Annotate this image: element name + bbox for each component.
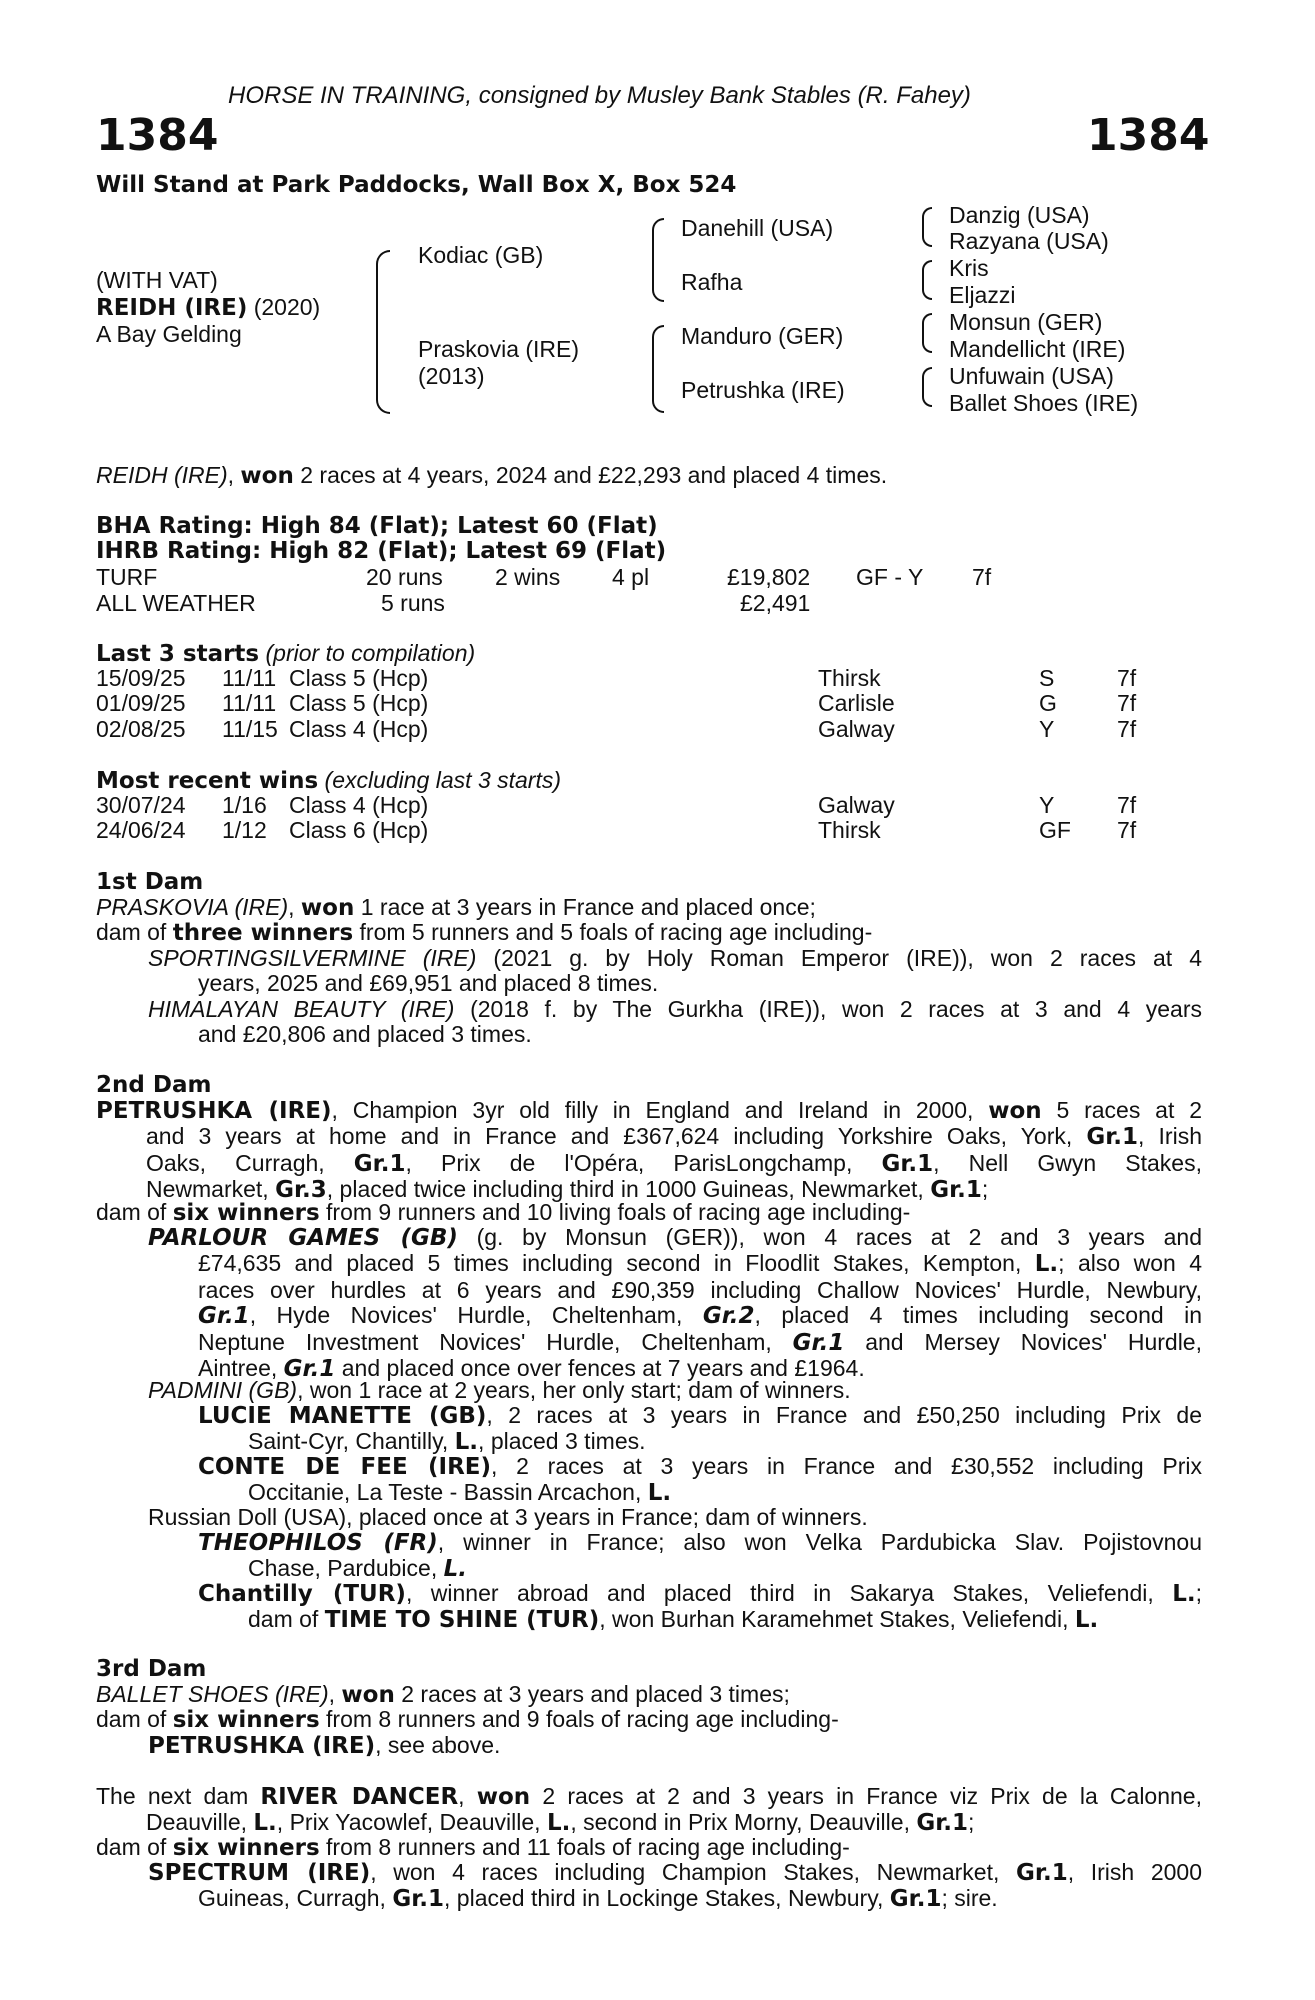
- petrushka-t8: Newmarket,: [146, 1176, 276, 1203]
- conte-t2: Occitanie, La Teste - Bassin Arcachon,: [248, 1479, 648, 1506]
- recent-courses: [818, 793, 895, 844]
- petrushka-t7: , Nell Gwyn Stakes,: [933, 1149, 1202, 1176]
- turf-going: GF - Y: [856, 564, 924, 590]
- parlour-l1: L.: [1034, 1251, 1059, 1278]
- chantilly-l: L.: [1172, 1581, 1196, 1607]
- last3-row3-pos: 11/15: [222, 715, 278, 742]
- gg-4: Eljazzi: [949, 282, 1016, 308]
- dam1-text: 1 race at 3 years in France and placed once;: [354, 894, 816, 920]
- last3-note: (prior to compilation): [265, 640, 476, 666]
- conte-de-fee: [198, 1454, 1202, 1507]
- lucie-l: L.: [454, 1429, 479, 1456]
- nextdam-winners: six winners: [172, 1835, 320, 1861]
- dam3-sep: ,: [328, 1681, 342, 1707]
- dam1-won: won: [300, 895, 355, 921]
- gg-1: Danzig (USA): [949, 202, 1090, 228]
- ihrb-rating: IHRB Rating: High 82 (Flat); Latest 69 (Flat): [96, 538, 667, 564]
- last3-row2-dist: 7f: [1117, 690, 1137, 717]
- theophilos: [198, 1530, 1202, 1583]
- race-summary: REIDH (IRE), won 2 races at 4 years, 2024 and £22,293 and placed 4 times.: [96, 462, 888, 489]
- nextdam-t3: Deauville,: [146, 1809, 254, 1836]
- petrushka-t3: and 3 years at home and in France and £367,624 including Yorkshire Oaks, York,: [146, 1123, 1087, 1150]
- turf-dist: 7f: [972, 564, 992, 590]
- dam2-main: [96, 1098, 1202, 1204]
- last3-going: [1039, 666, 1057, 742]
- spectrum-t4: , placed third in Lockinge Stakes, Newbury,: [444, 1885, 890, 1912]
- dam-sire: Manduro (GER): [681, 323, 844, 349]
- dam-year: (2013): [418, 363, 485, 389]
- gg-3: Kris: [949, 255, 989, 281]
- aw-prize: £2,491: [740, 590, 811, 616]
- dam2-winners: six winners: [172, 1200, 320, 1226]
- recent-positions: [222, 793, 267, 844]
- lot-number-left: 1384: [96, 110, 219, 161]
- nextdam-t6: ;: [968, 1809, 975, 1836]
- aw-label: ALL WEATHER: [96, 590, 256, 616]
- dam1-progeny-2: [148, 997, 1202, 1048]
- petrushka-gr1a: Gr.1: [1086, 1124, 1139, 1151]
- dam1-heading: 1st Dam: [96, 869, 204, 895]
- lot-number-right: 1384: [1087, 110, 1210, 161]
- petrushka-t1: , Champion 3yr old filly in England and Ireland in 2000,: [331, 1097, 989, 1123]
- progeny1-text: (2021 g. by Holy Roman Emperor (IRE)), won 2 races at 4: [476, 945, 1202, 971]
- dam1-sep: ,: [288, 894, 301, 920]
- chantilly-name: Chantilly (TUR): [198, 1581, 406, 1607]
- recent-row2-class: Class 6 (Hcp): [289, 817, 429, 844]
- dam3-t2: from 8 runners and 9 foals of racing age including-: [319, 1706, 839, 1732]
- horse-name-line: [96, 295, 320, 321]
- lucie-t3: , placed 3 times.: [478, 1428, 646, 1455]
- recent-row1-date: 30/07/24: [96, 792, 186, 818]
- dam3-line2: [96, 1707, 839, 1733]
- recent-row1-dist: 7f: [1117, 792, 1137, 818]
- spectrum-t5: ; sire.: [941, 1885, 998, 1912]
- last3-row1-class: Class 5 (Hcp): [289, 665, 429, 691]
- last3-row2-course: Carlisle: [818, 690, 895, 717]
- recent-row2-date: 24/06/24: [96, 817, 186, 844]
- petrushka-t6: , Prix de l'Opéra, ParisLongchamp,: [405, 1149, 882, 1176]
- last3-row3-class: Class 4 (Hcp): [289, 715, 429, 742]
- last3-row3-course: Galway: [818, 715, 895, 742]
- parlour-t5: , Hyde Novices' Hurdle, Cheltenham,: [249, 1302, 703, 1329]
- river-dancer-name: RIVER DANCER: [260, 1784, 459, 1810]
- theophilos-t1: , winner in France; also won Velka Pardubicka Slav. Pojistovnou: [437, 1529, 1202, 1555]
- lucie-t1: , 2 races at 3 years in France and £50,250 including Prix de: [486, 1402, 1202, 1428]
- spectrum-name: SPECTRUM (IRE): [148, 1860, 371, 1886]
- petrushka-t5: Oaks, Curragh,: [146, 1149, 354, 1176]
- recent-row2-course: Thirsk: [818, 817, 881, 844]
- chantilly-t4: , won Burhan Karamehmet Stakes, Veliefendi,: [599, 1606, 1075, 1633]
- dam2-damof-t1: dam of: [96, 1199, 173, 1225]
- aw-runs: 5 runs: [381, 590, 445, 616]
- last3-row3-dist: 7f: [1117, 715, 1137, 742]
- chantilly-l2: L.: [1074, 1607, 1099, 1634]
- dam: Praskovia (IRE): [418, 336, 580, 362]
- vat-note: (WITH VAT): [96, 267, 218, 293]
- petrushka-gr1b: Gr.1: [353, 1150, 406, 1177]
- summary-won: won: [240, 463, 294, 489]
- spectrum-t1: , won 4 races including Champion Stakes, Newmarket,: [370, 1859, 1017, 1885]
- padmini: [148, 1378, 851, 1403]
- recent-going: [1039, 793, 1071, 844]
- recent-note: (excluding last 3 starts): [324, 767, 562, 793]
- summary-rest: 2 races at 4 years, 2024 and £22,293 and placed 4 times.: [300, 462, 888, 488]
- parlour-t10: and placed once over fences at 7 years and £1964.: [335, 1355, 865, 1382]
- spectrum: [148, 1860, 1202, 1913]
- theophilos-name: THEOPHILOS (FR): [198, 1530, 438, 1556]
- gg-2: Razyana (USA): [949, 228, 1109, 254]
- petrushka-won: won: [988, 1098, 1042, 1124]
- petrushka-t9: , placed twice including third in 1000 Guineas, Newmarket,: [326, 1176, 931, 1203]
- recent-title: Most recent wins: [96, 768, 319, 794]
- dam3-damof: dam of: [96, 1706, 173, 1732]
- last3-row3-going: Y: [1039, 715, 1055, 742]
- brace-g1: [922, 207, 932, 247]
- horse-name: REIDH (IRE): [96, 295, 248, 321]
- chantilly-t1: , winner abroad and placed third in Sakarya Stakes, Veliefendi,: [405, 1580, 1173, 1606]
- petrushka-t10: ;: [981, 1176, 989, 1203]
- padmini-name: PADMINI (GB): [148, 1377, 298, 1403]
- conte-l: L.: [647, 1480, 672, 1507]
- parlour-games: [148, 1225, 1202, 1382]
- brace-g3: [922, 313, 932, 353]
- gg-8: Ballet Shoes (IRE): [949, 390, 1139, 416]
- parlour-gr2: Gr.2: [702, 1303, 755, 1330]
- brace-g2: [922, 260, 932, 300]
- last3-row2-class: Class 5 (Hcp): [289, 690, 429, 717]
- recent-dist: [1117, 793, 1136, 844]
- parlour-t4: races over hurdles at 6 years and £90,359 including Challow Novices' Hurdle, Newbury,: [198, 1276, 1202, 1303]
- last3-row2-pos: 11/11: [222, 690, 277, 717]
- nextdam-won: won: [476, 1784, 531, 1810]
- petrushka-t4: , Irish: [1138, 1123, 1202, 1150]
- dam-dam: Petrushka (IRE): [681, 377, 845, 403]
- sire: Kodiac (GB): [418, 242, 544, 268]
- brace-dam: [652, 325, 664, 413]
- recent-row1-pos: 1/16: [222, 792, 267, 818]
- last3-row2-date: 01/09/25: [96, 690, 186, 717]
- last3-positions: [222, 666, 278, 742]
- last3-dates: [96, 666, 186, 742]
- turf-wins: 2 wins: [495, 564, 561, 590]
- nextdam-t5: , second in Prix Morny, Deauville,: [570, 1809, 917, 1836]
- spectrum-gr1b: Gr.1: [392, 1886, 445, 1913]
- dam1-line2: [96, 920, 872, 946]
- parlour-t1: (g. by Monsun (GER)), won 4 races at 2 and 3 years and: [457, 1224, 1202, 1250]
- dam1-runners: from 5 runners and 5 foals of racing age including-: [353, 919, 873, 945]
- recent-heading: [96, 768, 561, 794]
- gg-7: Unfuwain (USA): [949, 363, 1114, 389]
- dam2-damof-t2: from 9 runners and 10 living foals of racing age including-: [319, 1199, 911, 1225]
- next-dam: [96, 1784, 1202, 1837]
- dam3-heading: 3rd Dam: [96, 1656, 207, 1682]
- dam3-line1: [96, 1682, 790, 1708]
- brace-g4: [922, 367, 932, 407]
- last3-row1-course: Thirsk: [818, 665, 881, 691]
- russian-doll: Russian Doll (USA), placed once at 3 years in France; dam of winners.: [148, 1504, 868, 1530]
- last3-heading: [96, 641, 475, 667]
- last3-row1-dist: 7f: [1117, 665, 1137, 691]
- dam3-winners: six winners: [172, 1707, 320, 1733]
- recent-dates: [96, 793, 186, 844]
- lucie-name: LUCIE MANETTE (GB): [198, 1403, 487, 1429]
- parlour-t2: £74,635 and placed 5 times including second in Floodlit Stakes, Kempton,: [198, 1250, 1035, 1277]
- recent-row2-going: GF: [1039, 817, 1071, 844]
- dam1-name: PRASKOVIA (IRE): [96, 894, 289, 920]
- last3-row1-pos: 11/11: [222, 665, 277, 691]
- progeny2-text2: and £20,806 and placed 3 times.: [198, 1021, 532, 1048]
- last3-row1-date: 15/09/25: [96, 665, 186, 691]
- ballet-shoes-name: BALLET SHOES (IRE): [96, 1681, 329, 1707]
- progeny1-text2: years, 2025 and £69,951 and placed 8 times.: [198, 970, 659, 997]
- spectrum-t2: , Irish 2000: [1067, 1859, 1202, 1885]
- nextdam-l2: L.: [546, 1810, 571, 1837]
- recent-row2-pos: 1/12: [222, 817, 267, 844]
- spectrum-gr1c: Gr.1: [889, 1886, 942, 1913]
- spectrum-gr1a: Gr.1: [1016, 1860, 1068, 1886]
- chantilly-t2: ;: [1195, 1580, 1202, 1606]
- gg-5: Monsun (GER): [949, 309, 1103, 335]
- parlour-name: PARLOUR GAMES (GB): [148, 1225, 458, 1251]
- nextdam-t4: , Prix Yacowlef, Deauville,: [276, 1809, 547, 1836]
- last3-classes: [289, 666, 428, 742]
- recent-row1-going: Y: [1039, 792, 1055, 818]
- last3-dist: [1117, 666, 1136, 742]
- nextdam-damof-t2: from 8 runners and 11 foals of racing age including-: [319, 1834, 850, 1860]
- dam1-damof: dam of: [96, 919, 173, 945]
- dam1-winners: three winners: [172, 920, 354, 946]
- petrushka-gr3: Gr.3: [275, 1177, 327, 1204]
- nextdam-sep: ,: [458, 1783, 477, 1809]
- last3-row2-going: G: [1039, 690, 1057, 717]
- last3-courses: [818, 666, 895, 742]
- dam2-damof: [96, 1200, 910, 1226]
- spectrum-t3: Guineas, Curragh,: [198, 1885, 393, 1912]
- recent-classes: [289, 793, 428, 844]
- sire-sire: Danehill (USA): [681, 215, 834, 241]
- dam1-progeny-1: [148, 946, 1202, 997]
- location-line: Will Stand at Park Paddocks, Wall Box X, Box 524: [96, 172, 737, 198]
- consignor-line: HORSE IN TRAINING, consigned by Musley Bank Stables (R. Fahey): [228, 82, 971, 109]
- parlour-gr1b: Gr.1: [792, 1329, 845, 1356]
- progeny2-name: HIMALAYAN BEAUTY (IRE): [148, 996, 455, 1022]
- turf-runs: 20 runs: [366, 564, 443, 590]
- parlour-t7: Neptune Investment Novices' Hurdle, Cheltenham,: [198, 1328, 793, 1355]
- bha-rating: BHA Rating: High 84 (Flat); Latest 60 (Flat): [96, 513, 658, 539]
- time-to-shine-name: TIME TO SHINE (TUR): [324, 1607, 600, 1634]
- nextdam-t2: 2 races at 2 and 3 years in France viz Prix de la Calonne,: [530, 1783, 1202, 1809]
- petrushka-gr1d: Gr.1: [930, 1177, 982, 1204]
- conte-name: CONTE DE FEE (IRE): [198, 1454, 492, 1480]
- turf-label: TURF: [96, 564, 158, 590]
- turf-prize: £19,802: [727, 564, 811, 590]
- dam2-heading: 2nd Dam: [96, 1072, 212, 1098]
- gg-6: Mandellicht (IRE): [949, 336, 1126, 362]
- parlour-t8: and Mersey Novices' Hurdle,: [844, 1328, 1202, 1355]
- last3-row3-date: 02/08/25: [96, 715, 186, 742]
- lucie-manette: [198, 1403, 1202, 1456]
- parlour-t6: , placed 4 times including second in: [754, 1302, 1203, 1329]
- progeny1-name: SPORTINGSILVERMINE (IRE): [148, 945, 477, 971]
- dam3-line3: [148, 1733, 500, 1759]
- parlour-t3: ; also won 4: [1058, 1250, 1202, 1277]
- recent-row1-class: Class 4 (Hcp): [289, 792, 429, 818]
- petrushka-gr1c: Gr.1: [881, 1150, 934, 1177]
- turf-placed: 4 pl: [612, 564, 650, 590]
- dam3-won: won: [341, 1682, 395, 1708]
- nextdam-gr1: Gr.1: [916, 1810, 969, 1837]
- parlour-t9: Aintree,: [198, 1355, 284, 1382]
- chantilly: [198, 1581, 1202, 1634]
- horse-description: A Bay Gelding: [96, 321, 242, 347]
- progeny2-text: (2018 f. by The Gurkha (IRE)), won 2 races at 3 and 4 years: [454, 996, 1202, 1022]
- sire-dam: Rafha: [681, 269, 743, 295]
- last3-row1-going: S: [1039, 665, 1055, 691]
- theophilos-l: L.: [443, 1556, 468, 1583]
- theophilos-t2: Chase, Pardubice,: [248, 1555, 444, 1582]
- dam3-t1: 2 races at 3 years and placed 3 times;: [394, 1681, 790, 1707]
- dam3-petrushka: PETRUSHKA (IRE): [148, 1733, 376, 1759]
- summary-name: REIDH (IRE): [96, 462, 228, 488]
- nextdam-damof-t1: dam of: [96, 1834, 173, 1860]
- padmini-text: , won 1 race at 2 years, her only start; dam of winners.: [297, 1377, 851, 1403]
- brace-sire: [652, 218, 664, 302]
- horse-year: (2020): [253, 294, 321, 320]
- conte-t1: , 2 races at 3 years in France and £30,552 including Prix: [491, 1453, 1203, 1479]
- recent-row2-dist: 7f: [1117, 817, 1137, 844]
- brace-main: [376, 250, 390, 414]
- petrushka-name: PETRUSHKA (IRE): [96, 1098, 332, 1124]
- nextdam-damof: [96, 1835, 850, 1861]
- parlour-gr1a: Gr.1: [198, 1303, 250, 1330]
- dam3-t3: , see above.: [375, 1732, 501, 1758]
- parlour-gr1c: Gr.1: [283, 1356, 336, 1383]
- last3-title: Last 3 starts: [96, 641, 260, 667]
- dam1-line1: [96, 895, 816, 921]
- nextdam-t1: The next dam: [96, 1783, 261, 1809]
- nextdam-l1: L.: [253, 1810, 277, 1837]
- petrushka-t2: 5 races at 2: [1041, 1097, 1202, 1123]
- chantilly-t3: dam of: [248, 1606, 325, 1633]
- recent-row1-course: Galway: [818, 792, 895, 818]
- lucie-t2: Saint-Cyr, Chantilly,: [248, 1428, 455, 1455]
